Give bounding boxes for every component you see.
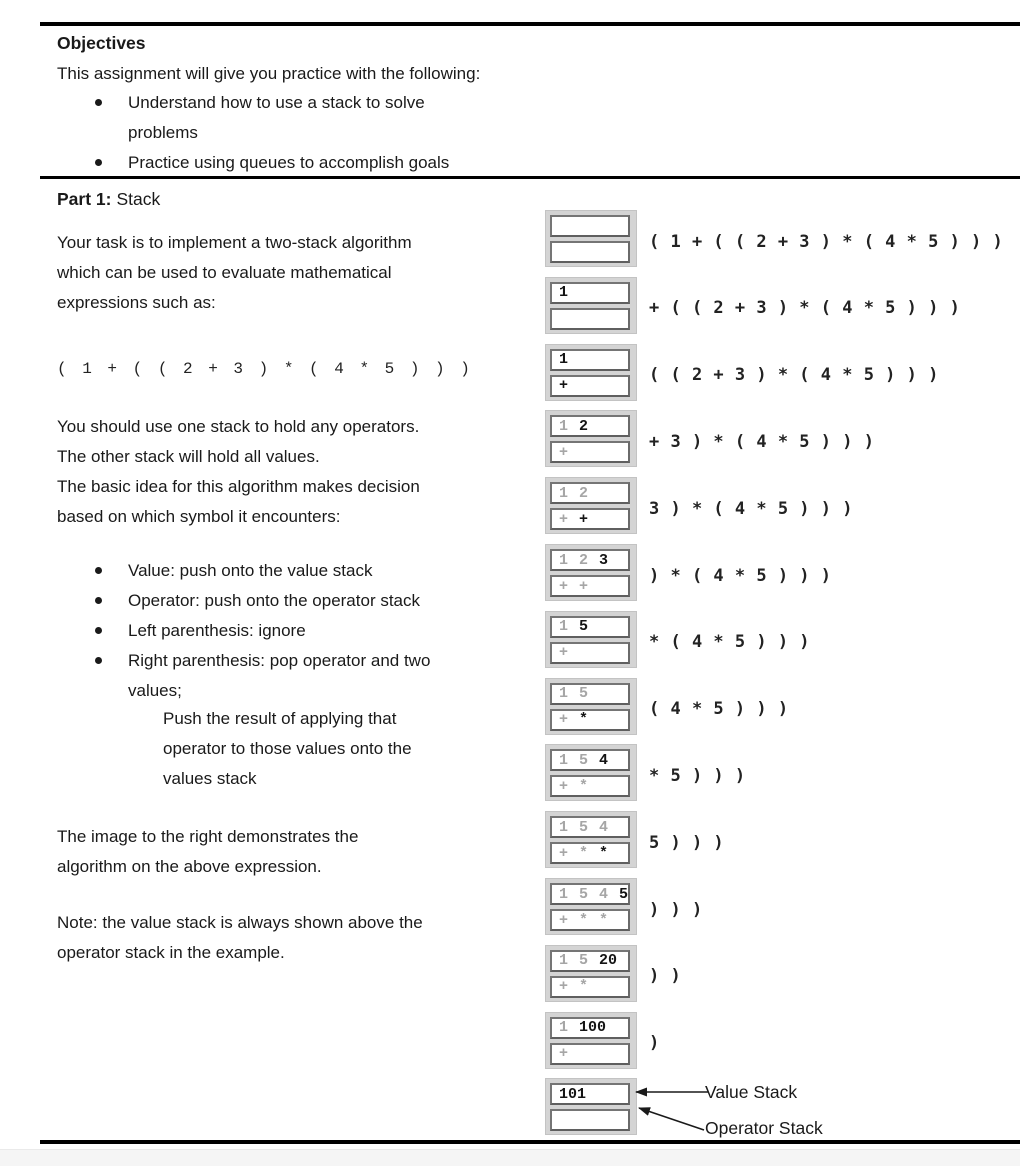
part1-rule (40, 176, 1020, 179)
remaining-expression: ( ( 2 + 3 ) * ( 4 * 5 ) ) ) (649, 365, 939, 386)
stack-panel (545, 1012, 637, 1069)
stack-step (545, 477, 853, 534)
bullet-text: Right parenthesis: pop operator and two values; (128, 651, 431, 700)
part1-label: Part 1: (57, 189, 112, 209)
value-item: 5 (579, 952, 589, 970)
remaining-expression: ) * ( 4 * 5 ) ) ) (649, 565, 832, 586)
value-item: 20 (599, 952, 618, 970)
remaining-expression: ) ) ) (649, 899, 703, 920)
text-line: which can be used to evaluate mathematical (57, 263, 392, 282)
stack-step (545, 210, 1003, 267)
operator-item: * (579, 911, 589, 929)
operator-item: * (579, 777, 589, 795)
sample-expression: ( 1 + ( ( 2 + 3 ) * ( 4 * 5 ) ) ) (57, 360, 473, 378)
operator-item: + (559, 978, 569, 996)
operator-item: * (599, 911, 609, 929)
operator-item: * (579, 844, 589, 862)
value-item: 2 (579, 551, 589, 569)
remaining-expression: + 3 ) * ( 4 * 5 ) ) ) (649, 431, 875, 452)
value-item: 3 (599, 551, 609, 569)
arrow-to-operator-stack (639, 1108, 704, 1130)
value-item: 1 (559, 351, 569, 369)
value-stack-box (550, 415, 630, 437)
remaining-expression: ) (649, 1033, 660, 1054)
stack-panel (545, 811, 637, 868)
value-stack-box (550, 883, 630, 905)
value-item: 2 (579, 484, 589, 502)
stack-panel (545, 410, 637, 467)
value-stack-box (550, 282, 630, 304)
remaining-expression: 3 ) * ( 4 * 5 ) ) ) (649, 498, 853, 519)
value-stack-box (550, 816, 630, 838)
remaining-expression: * 5 ) ) ) (649, 765, 746, 786)
algorithm-rules-bullet-list (57, 556, 478, 706)
operator-item: + (559, 644, 569, 662)
bullet-dot (95, 159, 102, 166)
value-item: 4 (599, 751, 609, 769)
operator-stack-box (550, 976, 630, 998)
value-item: 1 (559, 685, 569, 703)
value-item: 1 (559, 551, 569, 569)
value-item: 1 (559, 885, 569, 903)
bullet-dot (95, 99, 102, 106)
stack-step (545, 344, 939, 401)
bullet-text: Operator: push onto the operator stack (128, 591, 421, 610)
bullet-dot (95, 567, 102, 574)
value-item: 4 (599, 885, 609, 903)
task-paragraph (57, 228, 412, 318)
stack-step (545, 945, 681, 1002)
operator-stack-box (550, 575, 630, 597)
value-item: 100 (579, 1019, 607, 1037)
stack-panel (545, 744, 637, 801)
explanation-paragraph (57, 412, 420, 532)
value-item: 5 (619, 885, 629, 903)
remaining-expression: ( 4 * 5 ) ) ) (649, 699, 789, 720)
bullet-text: Practice using queues to accomplish goals (128, 153, 450, 172)
operator-item: + (579, 577, 589, 595)
bullet-text: Left parenthesis: ignore (128, 621, 306, 640)
value-item: 5 (579, 618, 589, 636)
value-stack-box (550, 549, 630, 571)
part1-heading (57, 184, 160, 214)
text-line: expressions such as: (57, 293, 216, 312)
demo-paragraph (57, 822, 358, 882)
value-item: 1 (559, 284, 569, 302)
stack-panel (545, 344, 637, 401)
value-item: 1 (559, 818, 569, 836)
bullet-text: Understand how to use a stack to solve problems (128, 93, 425, 142)
operator-stack-box (550, 375, 630, 397)
operator-stack-box (550, 308, 630, 330)
stack-panel (545, 878, 637, 935)
bullet-item (57, 616, 478, 646)
bottom-rule (40, 1140, 1020, 1144)
stack-panel (545, 544, 637, 601)
text-line: based on which symbol it encounters: (57, 507, 341, 526)
stack-panel (545, 611, 637, 668)
stack-step (545, 544, 832, 601)
value-stack-box (550, 616, 630, 638)
note-paragraph (57, 908, 423, 968)
objectives-intro: This assignment will give you practice with the following: (57, 64, 481, 83)
value-stack-box (550, 683, 630, 705)
operator-item: + (559, 1045, 569, 1063)
remaining-expression: ) ) (649, 966, 682, 987)
remaining-expression: 5 ) ) ) (649, 832, 725, 853)
value-item: 1 (559, 618, 569, 636)
operator-stack-box (550, 909, 630, 931)
stack-step (545, 410, 874, 467)
bullet-item (57, 88, 478, 148)
value-item: 1 (559, 417, 569, 435)
operator-item: + (559, 377, 569, 395)
stack-step (545, 744, 746, 801)
bullet-item (57, 556, 478, 586)
value-stack-box (550, 349, 630, 371)
value-item: 5 (579, 685, 589, 703)
stack-panel (545, 210, 637, 267)
value-stack-box (550, 482, 630, 504)
page-edge-band (0, 1149, 1020, 1166)
operator-stack-label: Operator Stack (705, 1118, 823, 1138)
top-rule (40, 22, 1020, 26)
stack-step (545, 611, 810, 668)
operator-stack-box (550, 241, 630, 263)
stack-step (545, 811, 724, 868)
text-line: operator to those values onto the (163, 739, 412, 758)
operator-item: + (579, 510, 589, 528)
operator-item: + (559, 577, 569, 595)
value-stack-label: Value Stack (705, 1082, 798, 1102)
stack-step (545, 1012, 660, 1069)
value-item: 1 (559, 952, 569, 970)
value-item: 5 (579, 885, 589, 903)
remaining-expression: + ( ( 2 + 3 ) * ( 4 * 5 ) ) ) (649, 298, 961, 319)
operator-item: + (559, 911, 569, 929)
operator-item: + (559, 711, 569, 729)
value-item: 1 (559, 751, 569, 769)
stack-panel (545, 678, 637, 735)
operator-stack-box (550, 642, 630, 664)
bullet-item (57, 646, 478, 706)
remaining-expression: ( 1 + ( ( 2 + 3 ) * ( 4 * 5 ) ) ) (649, 231, 1004, 252)
stack-step (545, 878, 703, 935)
text-line: values stack (163, 769, 257, 788)
operator-item: * (579, 978, 589, 996)
text-line: operator stack in the example. (57, 943, 285, 962)
operator-stack-box (550, 842, 630, 864)
stack-step (545, 277, 960, 334)
objectives-bullet-list (57, 88, 478, 178)
objectives-heading: Objectives (57, 33, 146, 53)
stack-panel (545, 277, 637, 334)
text-line: Note: the value stack is always shown above the (57, 913, 423, 932)
text-line: You should use one stack to hold any operators. (57, 417, 420, 436)
value-item: 1 (559, 1019, 569, 1037)
text-line: The other stack will hold all values. (57, 447, 320, 466)
operator-stack-box (550, 709, 630, 731)
value-item: 5 (579, 818, 589, 836)
stack-step (545, 678, 789, 735)
operator-stack-box (550, 1043, 630, 1065)
operator-item: + (559, 510, 569, 528)
operator-item: + (559, 443, 569, 461)
text-line: The image to the right demonstrates the (57, 827, 359, 846)
stack-label-arrows (598, 1072, 738, 1147)
text-line: Your task is to implement a two-stack algorithm (57, 233, 412, 252)
remaining-expression: * ( 4 * 5 ) ) ) (649, 632, 811, 653)
push-result-note (163, 704, 412, 794)
operator-item: + (559, 844, 569, 862)
value-item: 101 (559, 1085, 587, 1103)
operator-item: * (599, 844, 609, 862)
stack-panel (545, 477, 637, 534)
value-item: 2 (579, 417, 589, 435)
text-line: The basic idea for this algorithm makes decision (57, 477, 420, 496)
bullet-dot (95, 627, 102, 634)
value-item: 4 (599, 818, 609, 836)
stack-panel (545, 945, 637, 1002)
bullet-dot (95, 597, 102, 604)
operator-stack-box (550, 508, 630, 530)
bullet-item (57, 586, 478, 616)
bullet-item (57, 148, 478, 178)
operator-stack-box (550, 775, 630, 797)
value-stack-box (550, 749, 630, 771)
text-line: algorithm on the above expression. (57, 857, 322, 876)
text-line: Push the result of applying that (163, 709, 397, 728)
bullet-text: Value: push onto the value stack (128, 561, 373, 580)
value-stack-box (550, 215, 630, 237)
operator-item: + (559, 777, 569, 795)
bullet-dot (95, 657, 102, 664)
operator-item: * (579, 711, 589, 729)
value-stack-box (550, 950, 630, 972)
value-item: 5 (579, 751, 589, 769)
value-stack-box (550, 1017, 630, 1039)
part1-title: Stack (116, 189, 161, 209)
operator-stack-box (550, 441, 630, 463)
value-item: 1 (559, 484, 569, 502)
